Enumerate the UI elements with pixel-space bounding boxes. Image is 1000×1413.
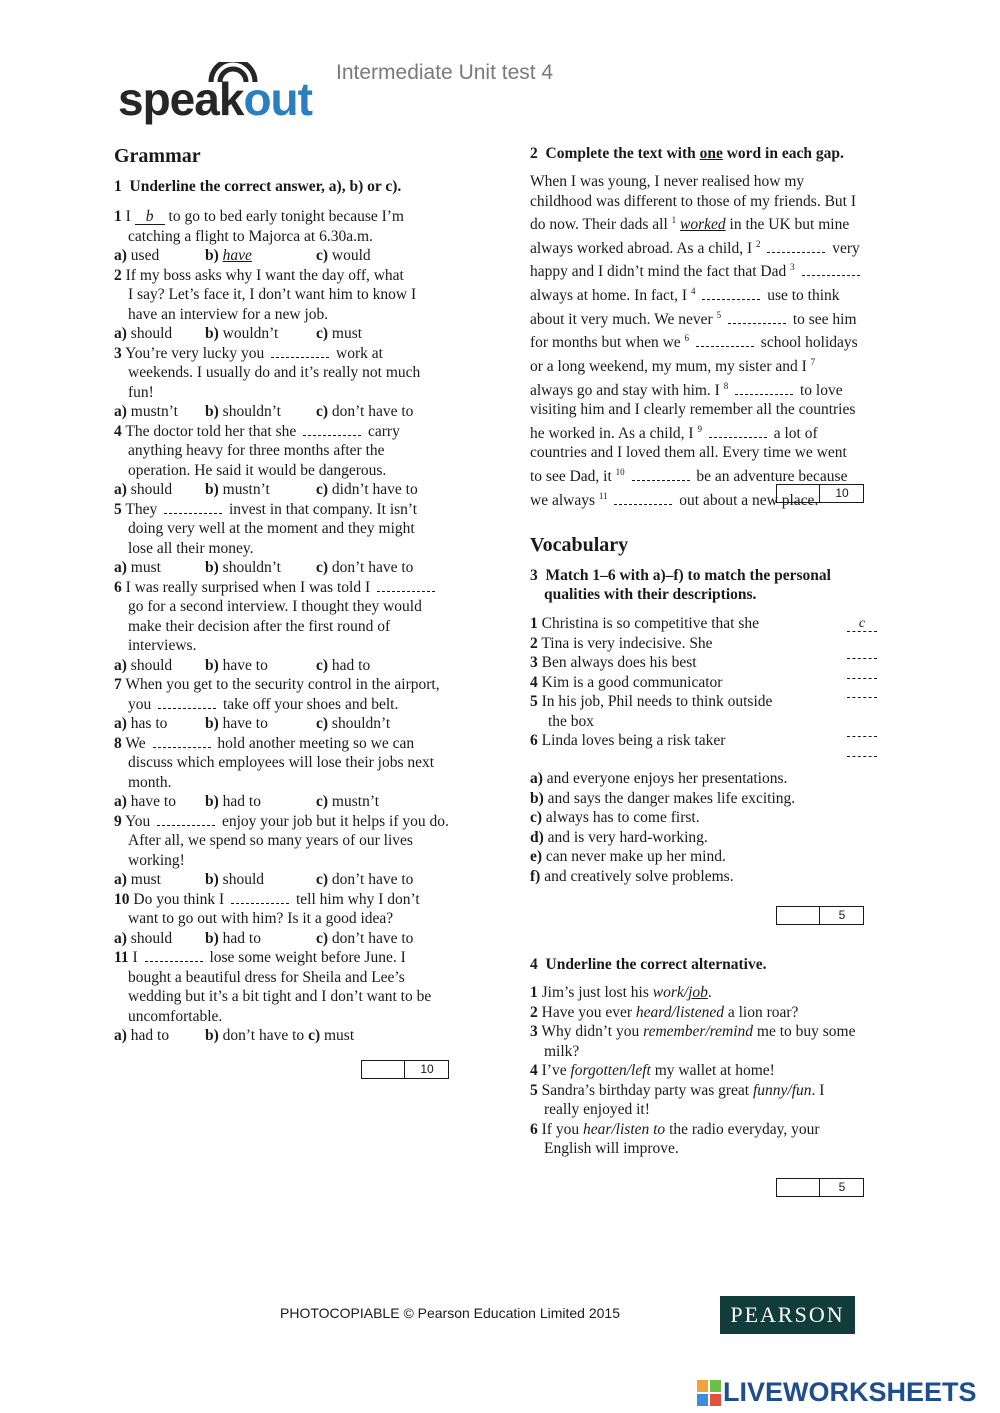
match-item-1: 1 Christina is so competitive that she c	[530, 614, 885, 634]
copyright-footer: PHOTOCOPIABLE © Pearson Education Limited 2015	[280, 1305, 621, 1321]
grammar-heading: Grammar	[114, 145, 201, 167]
cloze-score-box[interactable]: 10	[776, 484, 864, 503]
gap-9[interactable]	[709, 424, 767, 438]
gap-8[interactable]	[735, 381, 793, 395]
alt-item-2: 2 Have you ever heard/listened a lion roar?	[530, 1003, 799, 1021]
question-2: 2 If my boss asks why I want the day off, what I say? Let’s face it, I don’t want him to know I have an interview for a new job. a) should b) wouldn’t c) must	[114, 266, 417, 342]
match-answer-1[interactable]: c	[847, 617, 877, 632]
alternative-choice[interactable]: funny/fun	[752, 1081, 812, 1099]
description-d: d) and is very hard-working.	[530, 828, 708, 846]
match-item-5: 5 In his job, Phil needs to think outside the box	[530, 692, 885, 731]
gap-5[interactable]	[728, 310, 786, 324]
match-answer-6[interactable]	[847, 756, 877, 757]
vocabulary-descriptions	[530, 769, 885, 886]
alternative-choice[interactable]: forgotten/left	[570, 1062, 651, 1079]
gap-3[interactable]	[802, 262, 860, 276]
match-item-2: 2 Tina is very indecisive. She	[530, 634, 885, 654]
alt-item-6: 6 If you hear/listen to the radio everyday, your English will improve.	[530, 1120, 820, 1157]
gap-6[interactable]	[696, 333, 754, 347]
vocabulary-score-box[interactable]: 5	[776, 906, 864, 925]
answer-blank-7[interactable]	[158, 695, 216, 709]
answer-blank-5[interactable]	[164, 500, 222, 514]
alt-item-3: 3 Why didn’t you remember/remind me to buy some milk?	[530, 1023, 856, 1060]
alternative-choice[interactable]: remember/remind	[643, 1023, 754, 1040]
alt-item-4: 4 I’ve forgotten/left my wallet at home!	[530, 1062, 775, 1079]
description-a: a) and everyone enjoys her presentations.	[530, 770, 788, 787]
gap-10[interactable]	[632, 467, 690, 481]
match-item-4: 4 Kim is a good communicator	[530, 673, 885, 693]
alternative-choice[interactable]: hear/listen to	[582, 1120, 666, 1138]
speakout-logo	[118, 62, 333, 132]
alternatives-instruction: 4 Underline the correct alternative.	[530, 956, 767, 973]
answer-blank-10[interactable]	[231, 890, 289, 904]
question-4: 4 The doctor told her that she carry anything heavy for three months after the operation. He said it would be dangerous. a) should b) mustn’t c) didn’t have to	[114, 422, 418, 498]
answer-blank-11[interactable]	[145, 948, 203, 962]
gap-1-answer: worked	[680, 216, 726, 234]
question-10: 10 Do you think I tell him why I don’t want to go out with him? Is it a good idea? a) should b) had to c) don’t have to	[114, 890, 420, 947]
vocabulary-items	[530, 614, 885, 751]
question-6: 6 I was really surprised when I was told I go for a second interview. I thought they would make their decision after the first round of interviews. a) should b) have to c) had to	[114, 578, 484, 676]
alt-item-1: 1 Jim’s just lost his work/job.	[530, 984, 712, 1001]
cloze-instruction: 2 Complete the text with one word in each gap.	[530, 145, 844, 162]
question-8: 8 We hold another meeting so we can discuss which employees will lose their jobs next month. a) have to b) had to c) mustn’t	[114, 734, 435, 810]
gap-11[interactable]	[614, 491, 672, 505]
cloze-text: When I was young, I never realised how my childhood was different to those of my friends. But I do now. Their dads all $^1$ worked in the UK but mine always worked abroad. As a child, I $^2$ very happy and I didn’t mind the fact that Dad $^3$ always at home. In fact, I $^4$ use to think about it very much. We never $^5$ to see him for months but when we $^6$ school holidays or a long weekend, my mum, my sister and I $^7$ always go and stay with him. I $^8$ to love visiting him and I clearly remember all the countries he worked in. As a child, I $^9$ a lot of countries and I loved them all. Every time we went to see Dad, it $^{10}$ be an adventure because we always $^{11}$ out about a new place.	[530, 173, 860, 509]
logo-text: speakout	[118, 73, 312, 125]
pearson-logo: PEARSON	[720, 1296, 855, 1334]
match-item-3: 3 Ben always does his best	[530, 653, 885, 673]
grammar-instruction: 1 Underline the correct answer, a), b) or c).	[114, 178, 402, 195]
liveworksheets-logo-icon	[697, 1380, 721, 1406]
question-3: 3 You’re very lucky you work at weekends. I usually do and it’s really not much fun! a) mustn’t b) shouldn’t c) don’t have to	[114, 344, 421, 420]
description-e: e) can never make up her mind.	[530, 848, 726, 865]
question-5: 5 They invest in that company. It isn’t doing very well at the moment and they might lose all their money. a) must b) shouldn’t c) don’t have to	[114, 500, 418, 576]
answer-blank-3[interactable]	[271, 344, 329, 358]
alt-item-5: 5 Sandra’s birthday party was great funny/fun. I really enjoyed it!	[530, 1081, 825, 1118]
answer-blank-6[interactable]	[377, 578, 435, 592]
alternative-choice[interactable]: heard/listened	[635, 1003, 724, 1021]
question-1: 1 I b to go to bed early tonight because I’m catching a flight to Majorca at 6.30a.m. a) used b) have c) would	[114, 208, 404, 264]
question-11: 11 I lose some weight before June. I bought a beautiful dress for Sheila and Lee’s wedding but it’s a bit tight and I don’t want to be uncomfortable. a) had to b) don’t have to c) must	[114, 949, 432, 1044]
alternatives-score-box[interactable]: 5	[776, 1178, 864, 1197]
grammar-questions	[114, 207, 484, 1046]
answer-blank-4[interactable]	[303, 422, 361, 436]
description-c: c) always has to come first.	[530, 809, 700, 826]
answer-blank-1[interactable]: b	[135, 210, 165, 225]
question-9: 9 You enjoy your job but it helps if you do. After all, we spend so many years of our lives working! a) must b) should c) don’t have to	[114, 812, 449, 888]
answer-blank-9[interactable]	[157, 812, 215, 826]
description-f: f) and creatively solve problems.	[530, 867, 734, 885]
answer-blank-8[interactable]	[153, 734, 211, 748]
vocabulary-heading: Vocabulary	[530, 534, 629, 556]
gap-2[interactable]	[767, 239, 825, 253]
description-b: b) and says the danger makes life exciting.	[530, 789, 796, 807]
unit-title: Intermediate Unit test 4	[336, 61, 554, 84]
grammar-score-box[interactable]: 10	[361, 1060, 449, 1079]
question-7: 7 When you get to the security control in the airport, you take off your shoes and belt. a) has to b) have to c) shouldn’t	[114, 676, 440, 732]
vocabulary-instruction: 3 Match 1–6 with a)–f) to match the personal qualities with their descriptions.	[530, 567, 831, 603]
alternatives-items	[530, 983, 890, 1159]
gap-4[interactable]	[702, 286, 760, 300]
match-item-6: 6 Linda loves being a risk taker	[530, 731, 885, 751]
